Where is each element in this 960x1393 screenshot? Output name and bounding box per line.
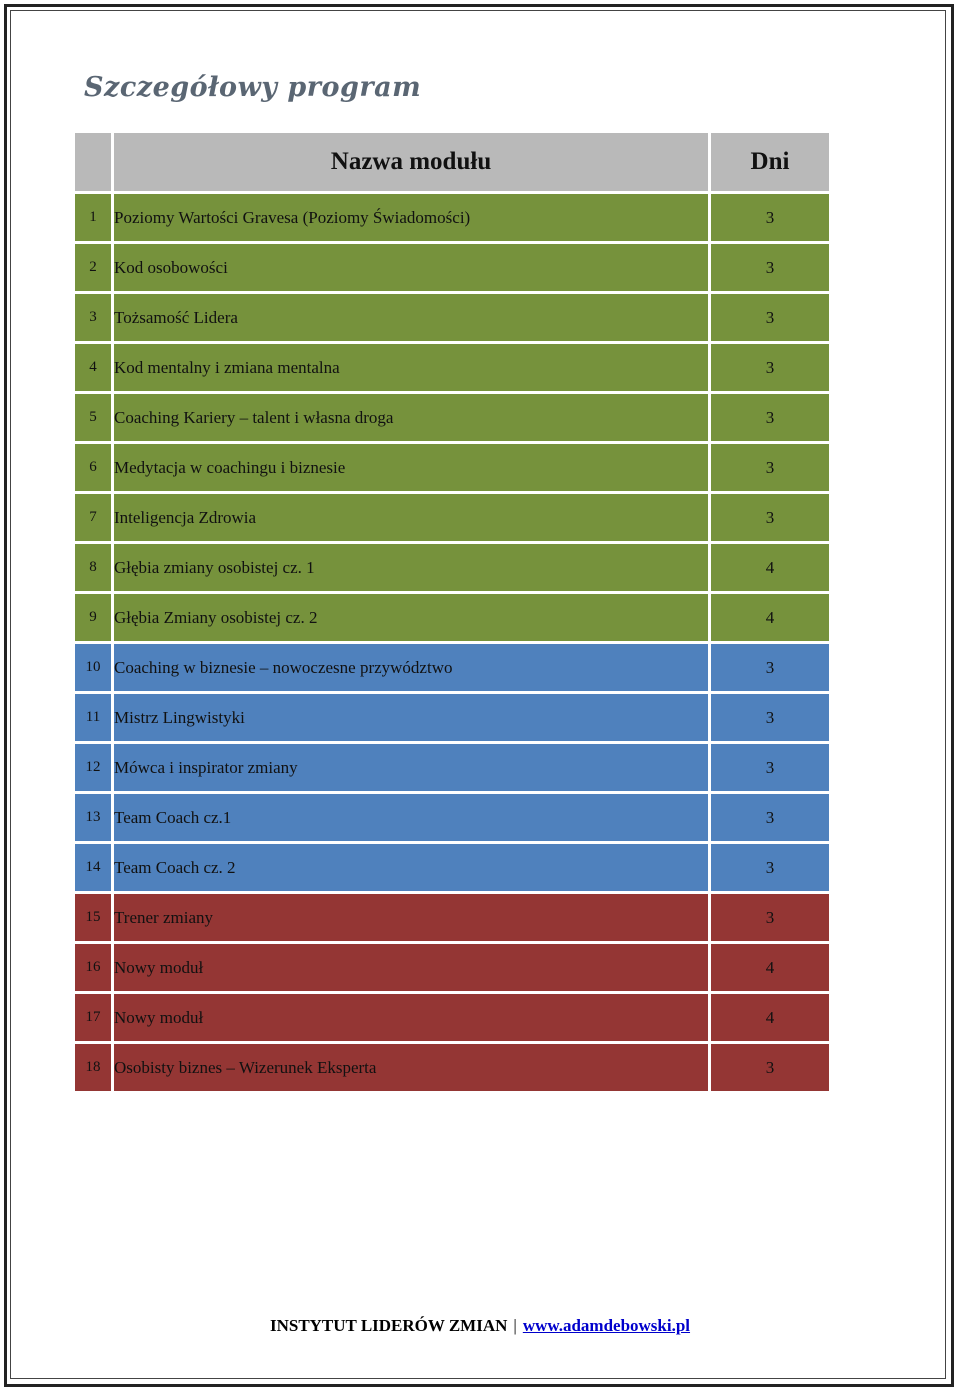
table-row: [75, 994, 829, 1041]
module-days: 4: [711, 594, 829, 641]
module-number: 15: [75, 894, 111, 941]
table-row: [75, 944, 829, 991]
module-days: 3: [711, 1044, 829, 1091]
footer-separator: |: [513, 1316, 517, 1335]
header-days: Dni: [711, 133, 829, 191]
table-row: [75, 1044, 829, 1091]
module-number: 17: [75, 994, 111, 1041]
module-days: 3: [711, 494, 829, 541]
module-days: 3: [711, 344, 829, 391]
header-number: [75, 133, 111, 191]
footer: [0, 1316, 960, 1336]
module-name: Team Coach cz.1: [114, 794, 708, 841]
table-row: [75, 894, 829, 941]
table-row: [75, 444, 829, 491]
module-name: Osobisty biznes – Wizerunek Eksperta: [114, 1044, 708, 1091]
module-name: Kod mentalny i zmiana mentalna: [114, 344, 708, 391]
module-days: 3: [711, 794, 829, 841]
module-name: Głębia Zmiany osobistej cz. 2: [114, 594, 708, 641]
module-number: 18: [75, 1044, 111, 1091]
module-name: Kod osobowości: [114, 244, 708, 291]
module-days: 3: [711, 194, 829, 241]
module-number: 11: [75, 694, 111, 741]
module-number: 5: [75, 394, 111, 441]
module-number: 13: [75, 794, 111, 841]
module-number: 14: [75, 844, 111, 891]
module-days: 3: [711, 844, 829, 891]
module-days: 3: [711, 394, 829, 441]
module-name: Nowy moduł: [114, 994, 708, 1041]
module-number: 3: [75, 294, 111, 341]
module-number: 4: [75, 344, 111, 391]
table-row: [75, 694, 829, 741]
table-row: [75, 344, 829, 391]
module-days: 3: [711, 644, 829, 691]
module-days: 4: [711, 994, 829, 1041]
module-name: Głębia zmiany osobistej cz. 1: [114, 544, 708, 591]
module-name: Tożsamość Lidera: [114, 294, 708, 341]
table-row: [75, 644, 829, 691]
program-table: [72, 130, 832, 1094]
table-row: [75, 594, 829, 641]
module-number: 16: [75, 944, 111, 991]
table-row: [75, 244, 829, 291]
module-number: 9: [75, 594, 111, 641]
table-row: [75, 744, 829, 791]
page-title: Szczegółowy program: [84, 72, 422, 103]
module-days: 3: [711, 744, 829, 791]
module-days: 3: [711, 894, 829, 941]
module-days: 4: [711, 544, 829, 591]
module-days: 3: [711, 244, 829, 291]
module-number: 6: [75, 444, 111, 491]
table-row: [75, 544, 829, 591]
module-number: 2: [75, 244, 111, 291]
module-number: 10: [75, 644, 111, 691]
table-row: [75, 844, 829, 891]
module-number: 12: [75, 744, 111, 791]
module-name: Mówca i inspirator zmiany: [114, 744, 708, 791]
module-name: Mistrz Lingwistyki: [114, 694, 708, 741]
module-name: Trener zmiany: [114, 894, 708, 941]
table-header-row: [75, 133, 829, 191]
module-name: Coaching Kariery – talent i własna droga: [114, 394, 708, 441]
module-days: 4: [711, 944, 829, 991]
module-number: 1: [75, 194, 111, 241]
module-days: 3: [711, 694, 829, 741]
table-row: [75, 794, 829, 841]
module-name: Poziomy Wartości Gravesa (Poziomy Świadomości): [114, 194, 708, 241]
footer-website-link[interactable]: www.adamdebowski.pl: [522, 1316, 691, 1335]
module-number: 8: [75, 544, 111, 591]
header-module-name: Nazwa modułu: [114, 133, 708, 191]
module-name: Medytacja w coachingu i biznesie: [114, 444, 708, 491]
module-name: Team Coach cz. 2: [114, 844, 708, 891]
module-name: Inteligencja Zdrowia: [114, 494, 708, 541]
module-number: 7: [75, 494, 111, 541]
table-row: [75, 494, 829, 541]
module-days: 3: [711, 444, 829, 491]
table-row: [75, 394, 829, 441]
table-row: [75, 294, 829, 341]
module-days: 3: [711, 294, 829, 341]
footer-org: INSTYTUT LIDERÓW ZMIAN: [269, 1316, 508, 1335]
module-name: Nowy moduł: [114, 944, 708, 991]
module-name: Coaching w biznesie – nowoczesne przywództwo: [114, 644, 708, 691]
table-row: [75, 194, 829, 241]
